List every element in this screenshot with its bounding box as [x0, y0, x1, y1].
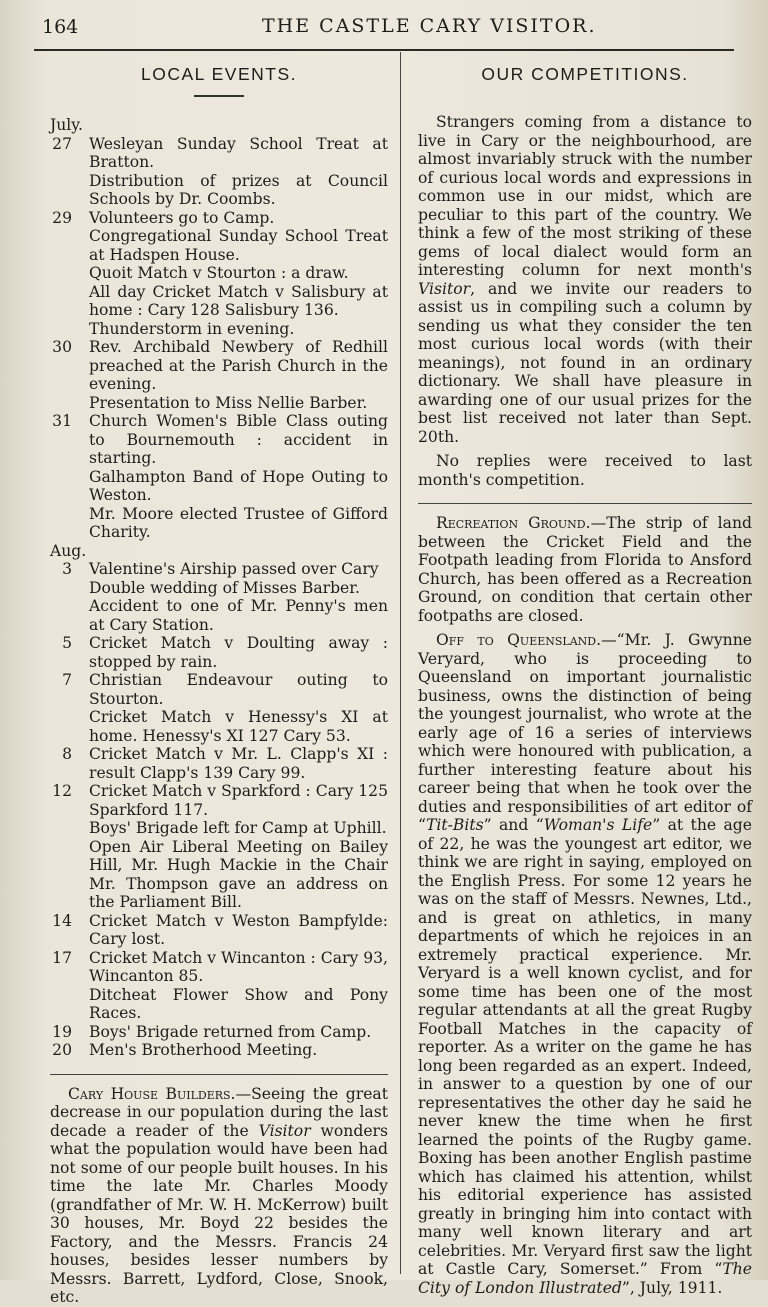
recreation-heading: Recreation Ground.	[436, 514, 591, 532]
event-day	[50, 135, 388, 209]
event-item: Double wedding of Misses Barber.	[89, 578, 360, 597]
title-rule	[194, 95, 244, 97]
event-item: Ditcheat Flower Show and Pony Races.	[89, 985, 388, 1022]
event-date: 5	[62, 634, 72, 652]
event-item: Cricket Match v Henessy's XI at home. Henessy's XI 127 Cary 53.	[89, 708, 388, 745]
event-item: Presentation to Miss Nellie Barber.	[89, 393, 368, 412]
event-day	[50, 1041, 388, 1060]
event-item: Wesleyan Sunday School Treat at Bratton.	[89, 134, 388, 171]
event-date: 8	[62, 745, 72, 763]
event-day	[50, 412, 388, 542]
competitions-column	[418, 54, 752, 1297]
builders-heading: Cary House Builders.	[68, 1084, 236, 1103]
page-number: 164	[42, 16, 79, 38]
builders-paragraph: Cary House Builders.—Seeing the great decrease in our population during the last decade a reader of the Visitor wonders what the population would have been had not some of our people built houses. In his time the late Mr. Charles Moody (grandfather of Mr. W. H. McKerrow) built 30 houses, Mr. Boyd 22 besides the Factory, and the Messrs. Francis 24 houses, besides lesser numbers by Messrs. Barrett, Lydford, Close, Snook, etc.	[50, 1084, 388, 1306]
section-rule	[50, 1074, 388, 1075]
queensland-heading: Off to Queensland.	[436, 631, 602, 649]
event-item: Thunderstorm in evening.	[89, 319, 295, 338]
event-date: 17	[52, 948, 72, 967]
event-day	[50, 1023, 388, 1042]
section-rule	[418, 503, 752, 504]
event-item: Cricket Match v Weston Bampfylde: Cary lost.	[89, 911, 388, 948]
event-item: Open Air Liberal Meeting on Bailey Hill, Mr. Hugh Mackie in the Chair Mr. Thompson gave an address on the Parliament Bill.	[89, 837, 388, 911]
event-date: 14	[52, 911, 72, 930]
month-heading: Aug.	[50, 541, 87, 560]
event-item: Cricket Match v Sparkford : Cary 125 Sparkford 117.	[89, 782, 388, 819]
event-day	[50, 949, 388, 1023]
local-events-column	[50, 54, 388, 1307]
event-item: Congregational Sunday School Treat at Hadspen House.	[89, 227, 388, 264]
event-day	[50, 671, 388, 745]
event-day	[50, 338, 388, 412]
events-list	[50, 116, 388, 1060]
event-date: 3	[62, 560, 72, 578]
event-item: Christian Endeavour outing to Stourton.	[89, 671, 388, 708]
event-item: All day Cricket Match v Salisbury at home : Cary 128 Salisbury 136.	[89, 282, 388, 319]
event-date: 31	[52, 412, 72, 430]
event-day	[50, 745, 388, 782]
event-item: Cricket Match v Mr. L. Clapp's XI : result Clapp's 139 Cary 99.	[89, 745, 388, 782]
event-day	[50, 209, 388, 339]
event-item: Cricket Match v Wincanton : Cary 93, Wincanton 85.	[89, 948, 389, 985]
event-day	[50, 782, 388, 912]
local-events-title: LOCAL EVENTS.	[141, 64, 297, 84]
event-item: Quoit Match v Stourton : a draw.	[89, 264, 349, 282]
event-day	[50, 560, 388, 634]
competition-intro: Strangers coming from a distance to live in Cary or the neighbourhood, are almost invariably struck with the number of curious local words and expressions in common use in our midst, which are peculiar to this part of the country. We think a few of the most striking of these gems of local dialect would form an interesting column for next month's Visitor, and we invite our readers to assist us in compiling such a column by sending us what they consider the ten most curious local words (with their meanings), not found in an ordinary dictionary. We shall have pleasure in awarding one of our usual prizes for the best list received not later than Sept. 20th.	[418, 113, 752, 446]
event-date: 12	[52, 782, 72, 800]
month-heading: July.	[50, 116, 83, 134]
event-item: Distribution of prizes at Council Schools by Dr. Coombs.	[89, 171, 388, 208]
event-item: Galhampton Band of Hope Outing to Weston.	[89, 467, 388, 504]
event-item: Rev. Archibald Newbery of Redhill preached at the Parish Church in the evening.	[89, 338, 388, 393]
event-date: 19	[52, 1022, 72, 1041]
event-date: 29	[52, 208, 72, 227]
publication-title: THE CASTLE CARY VISITOR.	[262, 15, 597, 37]
event-date: 30	[52, 338, 72, 356]
event-item: Volunteers go to Camp.	[89, 208, 275, 227]
event-date: 27	[52, 134, 72, 153]
competitions-title: OUR COMPETITIONS.	[481, 64, 689, 84]
column-divider	[400, 52, 401, 1274]
recreation-paragraph: Recreation Ground.—The strip of land between the Cricket Field and the Footpath leading from Florida to Ansford Church, has been offered as a Recreation Ground, on condition that certain other footpaths are closed.	[418, 514, 752, 625]
event-day	[50, 634, 388, 671]
event-item: Church Women's Bible Class outing to Bournemouth : accident in starting.	[89, 412, 388, 467]
header-rule	[34, 49, 734, 51]
event-item: Men's Brotherhood Meeting.	[89, 1041, 318, 1059]
event-item: Accident to one of Mr. Penny's men at Cary Station.	[89, 597, 388, 634]
event-date: 7	[62, 671, 72, 689]
event-item: Valentine's Airship passed over Cary	[89, 560, 379, 578]
event-item: Boys' Brigade returned from Camp.	[89, 1022, 372, 1041]
no-replies-note: No replies were received to last month's competition.	[418, 452, 752, 489]
event-day	[50, 912, 388, 949]
event-item: Mr. Moore elected Trustee of Gifford Charity.	[89, 504, 388, 541]
event-item: Cricket Match v Doulting away : stopped by rain.	[89, 634, 388, 671]
queensland-paragraph: Off to Queensland.—“Mr. J. Gwynne Veryard, who is proceeding to Queensland on important journalistic business, owns the distinction of being the youngest journalist, who wrote at the early age of 16 a series of interviews which were honoured with publication, a further interesting feature about his career being that when he took over the duties and responsibilities of art editor of “Tit-Bits” and “Woman's Life” at the age of 22, he was the youngest art editor, we think we are right in saying, employed on the English Press. For some 12 years he was on the staff of Messrs. Newnes, Ltd., and is great on athletics, in many departments of which he rejoices in an extremely practical experience. Mr. Veryard is a well known cyclist, and for some time has been one of the most regular attendants at all the great Rugby Football Matches in the capacity of reporter. As a writer on the game he has long been regarded as an expert. Indeed, in answer to a question by one of our representatives the other day he said he never knew the time when he first learned the points of the Rugby game. Boxing has been another English pastime which has claimed his attention, whilst his editorial experience has assisted greatly in bringing him into contact with many well known literary and art celebrities. Mr. Veryard first saw the light at Castle Cary, Somerset.” From “The City of London Illustrated”, July, 1911.	[418, 631, 752, 1297]
event-item: Boys' Brigade left for Camp at Uphill.	[89, 819, 387, 837]
event-date: 20	[52, 1041, 72, 1059]
